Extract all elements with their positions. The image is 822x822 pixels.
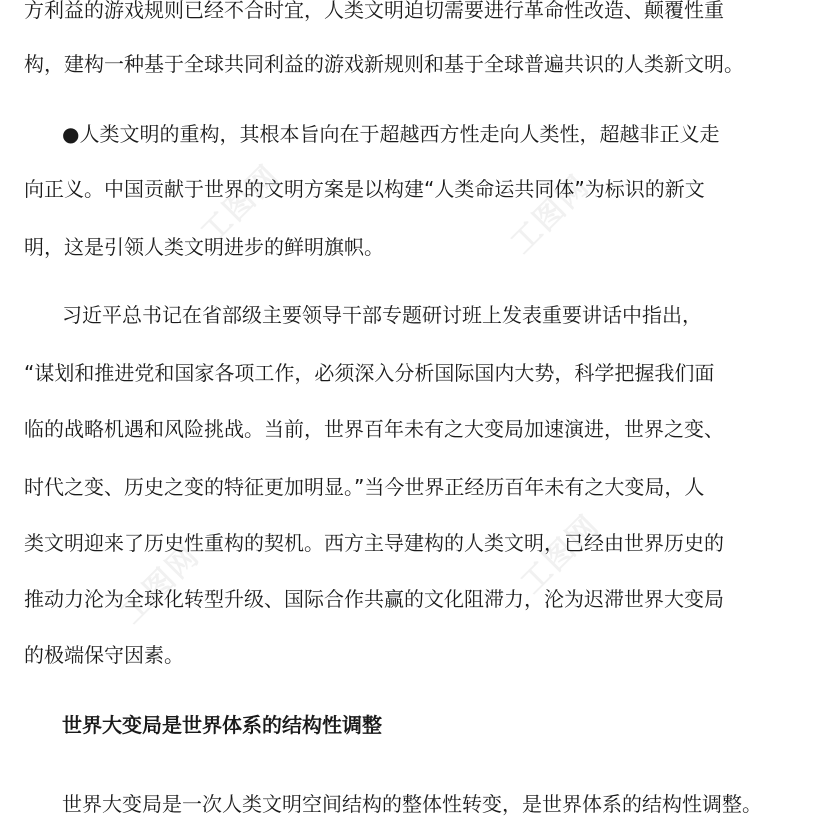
paragraph-line: 明，这是引领人类文明进步的鲜明旗帜。 xyxy=(24,235,384,259)
paragraph-line: 时代之变、历史之变的特征更加明显。”当今世界正经历百年未有之大变局，人 xyxy=(24,475,705,499)
watermark: 工图网 xyxy=(504,168,597,261)
paragraph-line: 构，建构一种基于全球共同利益的游戏新规则和基于全球普遍共识的人类新文明。 xyxy=(24,52,744,76)
paragraph-line: ●人类文明的重构，其根本旨向在于超越西方性走向人类性，超越非正义走 xyxy=(62,122,720,146)
paragraph-line: 习近平总书记在省部级主要领导干部专题研讨班上发表重要讲话中指出， xyxy=(62,303,702,327)
paragraph-line: 的极端保守因素。 xyxy=(24,643,184,667)
paragraph-line: 方利益的游戏规则已经不合时宜，人类文明迫切需要进行革命性改造、颠覆性重 xyxy=(24,0,724,22)
paragraph-line: “谋划和推进党和国家各项工作，必须深入分析国际国内大势，科学把握我们面 xyxy=(24,361,715,385)
section-heading: 世界大变局是世界体系的结构性调整 xyxy=(62,713,382,737)
watermark: 工图网 xyxy=(114,538,207,631)
paragraph-line: 推动力沦为全球化转型升级、国际合作共赢的文化阻滞力，沦为迟滞世界大变局 xyxy=(24,587,724,611)
paragraph-line: 类文明迎来了历史性重构的契机。西方主导建构的人类文明，已经由世界历史的 xyxy=(24,531,724,555)
watermark: 工图网 xyxy=(514,508,607,601)
paragraph-line: 临的战略机遇和风险挑战。当前，世界百年未有之大变局加速演进，世界之变、 xyxy=(24,417,724,441)
watermark: 工图网 xyxy=(194,158,287,251)
paragraph-line: 向正义。中国贡献于世界的文明方案是以构建“人类命运共同体”为标识的新文 xyxy=(24,177,705,201)
paragraph-line: 世界大变局是一次人类文明空间结构的整体性转变，是世界体系的结构性调整。 xyxy=(62,792,762,816)
